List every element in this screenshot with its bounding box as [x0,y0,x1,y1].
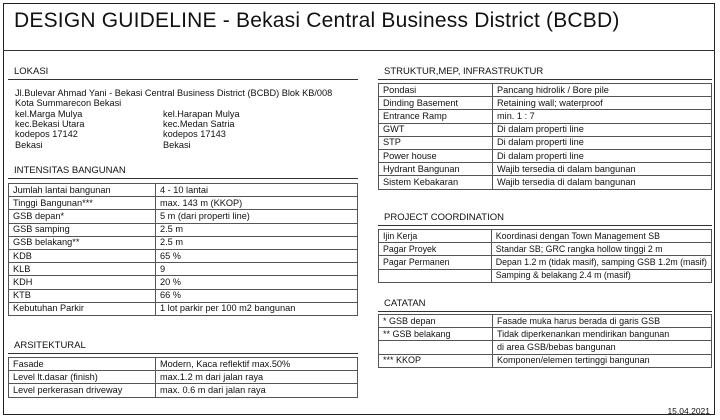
row-label: Level perkerasan driveway [9,384,156,397]
row-label: Tinggi Bangunan*** [9,197,156,210]
table-row [379,176,712,189]
row-value: Fasade muka harus berada di garis GSB [493,315,712,328]
lokasi-right [163,109,240,150]
address-line: kec.Medan Satria [163,119,235,130]
row-value: Di dalam properti line [493,149,712,162]
struktur-table [378,83,712,190]
address-line: kel.Marga Mulya [15,109,83,119]
row-label: GSB samping [9,223,156,236]
row-label [379,341,493,354]
row-label: KDB [9,249,156,262]
struktur-divider [378,79,712,80]
table-row [379,243,712,256]
address-line: Bekasi [163,139,191,150]
row-label: KDH [9,276,156,289]
table-row [379,315,712,328]
table-row [9,371,358,384]
row-value: 9 [156,263,358,276]
row-label: Dinding Basement [379,97,493,110]
arsitektural-divider [8,353,358,354]
row-label: ** GSB belakang [379,328,493,341]
row-label: Pagar Permanen [379,256,492,269]
title-divider [3,50,715,51]
table-row [379,123,712,136]
table-row [9,289,358,302]
address-line: kel.Harapan Mulya [163,109,240,119]
catatan-table [378,314,712,368]
row-label: GWT [379,123,493,136]
row-value: Modern, Kaca reflektif max.50% [156,358,358,371]
struktur-heading: STRUKTUR,MEP, INFRASTRUKTUR [384,66,544,77]
intensitas-table [8,183,358,316]
row-value: 2.5 m [156,223,358,236]
row-value: 4 - 10 lantai [156,184,358,197]
table-row [379,84,712,97]
row-label: * GSB depan [379,315,493,328]
row-value: max. 0.6 m dari jalan raya [156,384,358,397]
address-line: kec.Bekasi Utara [15,119,85,130]
row-value: Standar SB; GRC rangka hollow tinggi 2 m [491,243,711,256]
table-row [9,358,358,371]
row-label: GSB depan* [9,210,156,223]
row-label: Pondasi [379,84,493,97]
table-row [379,110,712,123]
table-row [9,384,358,397]
row-value: 20 % [156,276,358,289]
table-row [379,163,712,176]
row-label: STP [379,136,493,149]
table-row [379,269,712,282]
row-value: Komponen/elemen tertinggi bangunan [493,354,712,367]
table-row [379,256,712,269]
row-value: 5 m (dari properti line) [156,210,358,223]
address-line: Jl.Bulevar Ahmad Yani - Bekasi Central Business District (BCBD) Blok KB/008 [15,88,333,98]
table-row [9,210,358,223]
page-title: DESIGN GUIDELINE - Bekasi Central Business District (BCBD) [14,9,620,32]
row-label: *** KKOP [379,354,493,367]
lokasi-left [15,109,84,150]
table-row [379,230,712,243]
row-value: di area GSB/bebas bangunan [493,341,712,354]
row-value: 2.5 m [156,236,358,249]
document-date: 15.04.2021 [667,406,710,416]
row-value: max.1.2 m dari jalan raya [156,371,358,384]
row-value: Pancang hidrolik / Bore pile [493,84,712,97]
row-label: Jumlah lantai bangunan [9,184,156,197]
row-value: min. 1 : 7 [493,110,712,123]
project-divider [378,225,712,226]
table-row [379,149,712,162]
row-label: Ijin Kerja [379,230,492,243]
table-row [9,223,358,236]
row-value: Di dalam properti line [493,123,712,136]
row-label: Hydrant Bangunan [379,163,493,176]
row-label: Power house [379,149,493,162]
row-value: 65 % [156,249,358,262]
row-value: max. 143 m (KKOP) [156,197,358,210]
table-row [9,263,358,276]
table-row [9,276,358,289]
row-label: KTB [9,289,156,302]
project-table [378,229,712,283]
table-row [379,328,712,341]
table-row [9,236,358,249]
table-row [9,302,358,315]
row-label: KLB [9,263,156,276]
catatan-divider [378,311,712,312]
lokasi-address [15,88,332,108]
intensitas-heading: INTENSITAS BANGUNAN [14,165,126,176]
row-label [379,269,492,282]
row-label: Level lt.dasar (finish) [9,371,156,384]
address-line: Bekasi [15,139,43,150]
arsitektural-table [8,357,358,398]
row-label: Fasade [9,358,156,371]
row-value: Wajib tersedia di dalam bangunan [493,163,712,176]
row-label: Entrance Ramp [379,110,493,123]
table-row [9,184,358,197]
table-row [9,197,358,210]
table-row [379,97,712,110]
intensitas-divider [8,178,358,179]
table-row [379,136,712,149]
row-value: Di dalam properti line [493,136,712,149]
row-value: Koordinasi dengan Town Management SB [491,230,711,243]
row-value: 66 % [156,289,358,302]
row-value: Tidak diperkenankan mendirikan bangunan [493,328,712,341]
address-line: kodepos 17142 [15,129,78,140]
row-value: Wajib tersedia di dalam bangunan [493,176,712,189]
row-value: 1 lot parkir per 100 m2 bangunan [156,302,358,315]
row-value: Depan 1.2 m (tidak masif), samping GSB 1.2m (masif) [491,256,711,269]
project-heading: PROJECT COORDINATION [384,212,504,223]
lokasi-divider [8,79,358,80]
lokasi-heading: LOKASI [14,66,49,77]
row-value: Samping & belakang 2.4 m (masif) [491,269,711,282]
row-label: Kebutuhan Parkir [9,302,156,315]
catatan-heading: CATATAN [384,298,426,309]
address-line: kodepos 17143 [163,129,226,140]
row-label: GSB belakang** [9,236,156,249]
table-row [379,354,712,367]
row-label: Sistem Kebakaran [379,176,493,189]
row-value: Retaining wall; waterproof [493,97,712,110]
table-row [9,249,358,262]
row-label: Pagar Proyek [379,243,492,256]
table-row [379,341,712,354]
address-line: Kota Summarecon Bekasi [15,98,122,109]
arsitektural-heading: ARSITEKTURAL [14,340,86,351]
